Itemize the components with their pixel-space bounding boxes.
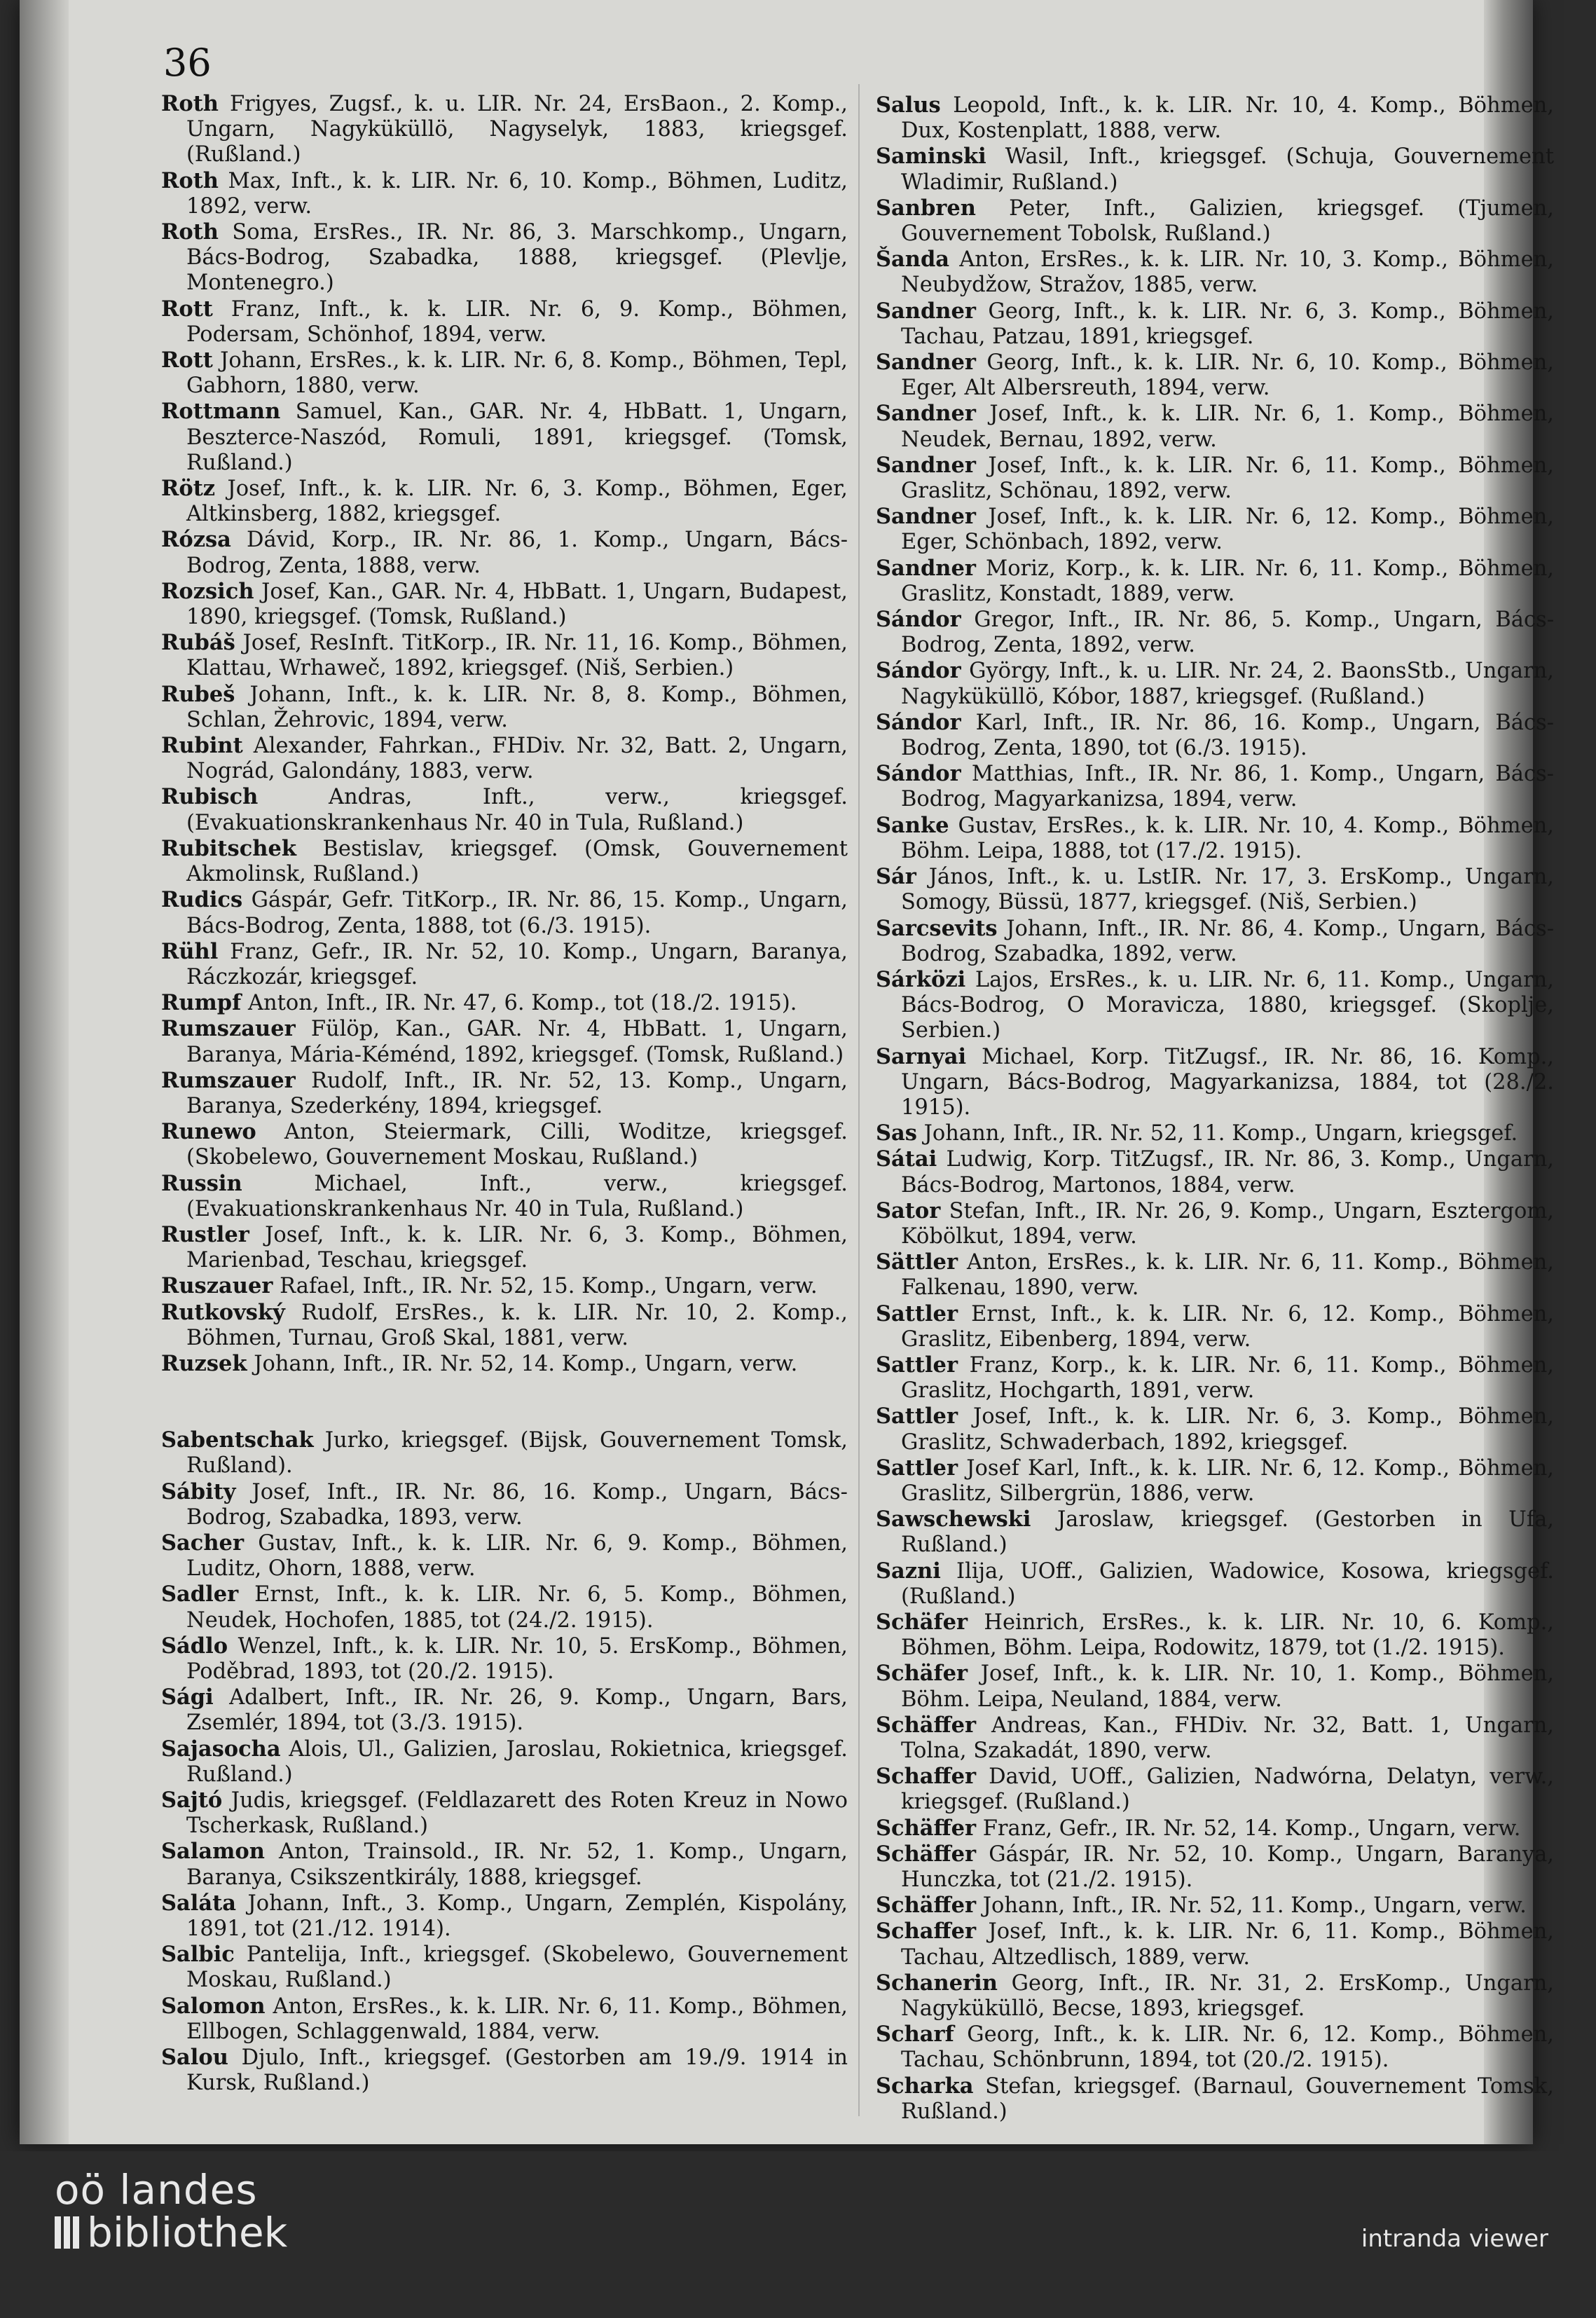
register-entry [876, 1970, 1554, 2022]
entry-details: Josef, Kan., GAR. Nr. 4, HbBatt. 1, Ungarn, Budapest, 1890, kriegsgef. (Tomsk, Rußland.) [186, 579, 848, 630]
entry-details: Franz, Gefr., IR. Nr. 52, 14. Komp., Ungarn, verw. [976, 1816, 1521, 1841]
entry-details: Leopold, Inft., k. k. LIR. Nr. 10, 4. Komp., Böhmen, Dux, Kostenplatt, 1888, verw. [901, 93, 1554, 144]
register-entry [161, 784, 848, 835]
entry-surname: Sajasocha [161, 1736, 281, 1762]
register-entry [876, 1842, 1554, 1893]
entry-surname: Rottmann [161, 399, 281, 425]
entry-surname: Russin [161, 1170, 242, 1196]
entry-details: Peter, Inft., Galizien, kriegsgef. (Tjumen, Gouvernement Tobolsk, Rußland.) [901, 196, 1554, 247]
register-entry [161, 1994, 848, 2045]
logo-line-1: oö landes [55, 2166, 258, 2214]
entry-surname: Schäffer [876, 1893, 977, 1919]
entry-surname: Sági [161, 1685, 214, 1710]
entry-surname: Saminski [876, 144, 986, 170]
register-entry [161, 399, 848, 476]
entry-surname: Rumszauer [161, 1067, 296, 1093]
register-entry [161, 1171, 848, 1222]
entry-surname: Sárközi [876, 966, 966, 992]
entry-details: Pantelija, Inft., kriegsgef. (Skobelewo, Gouvernement Moskau, Rußland.) [186, 1942, 848, 1993]
entry-details: Josef, Inft., k. k. LIR. Nr. 6, 3. Komp., Böhmen, Marienbad, Teschau, kriegsgef. [186, 1222, 848, 1273]
entry-surname: Sattler [876, 1301, 958, 1326]
register-entry [876, 1816, 1554, 1842]
entry-details: Georg, Inft., k. k. LIR. Nr. 6, 12. Komp., Böhmen, Tachau, Schönbrunn, 1894, tot (20./2. 1915). [901, 2022, 1554, 2073]
entry-surname: Sacher [161, 1530, 245, 1556]
entry-surname: Schaffer [876, 1919, 977, 1945]
entry-details: Josef, Inft., k. k. LIR. Nr. 6, 11. Komp., Böhmen, Tachau, Altzedlisch, 1889, verw. [901, 1919, 1554, 1970]
register-entry [161, 1633, 848, 1685]
entry-details: Jaroslaw, kriegsgef. (Gestorben in Ufa, Rußland.) [901, 1507, 1554, 1558]
register-entry [876, 1198, 1554, 1249]
entry-details: Dávid, Korp., IR. Nr. 86, 1. Komp., Ungarn, Bács-Bodrog, Zenta, 1888, verw. [186, 528, 848, 578]
entry-surname: Schaffer [876, 1764, 977, 1790]
register-entry [161, 168, 848, 219]
entry-details: Bestislav, kriegsgef. (Omsk, Gouvernement Akmolinsk, Rußland.) [186, 836, 848, 887]
entry-details: David, UOff., Galizien, Nadwórna, Delatyn, verw., kriegsgef. (Rußland.) [901, 1764, 1554, 1815]
entry-surname: Sajtó [161, 1788, 223, 1813]
register-entry [161, 1427, 848, 1479]
register-entry [161, 1788, 848, 1839]
entry-details: Franz, Gefr., IR. Nr. 52, 10. Komp., Ungarn, Baranya, Ráczkozár, kriegsgef. [186, 939, 848, 989]
entry-surname: Sandner [876, 555, 976, 581]
entry-surname: Sawschewski [876, 1507, 1031, 1532]
entry-details: Frigyes, Zugsf., k. u. LIR. Nr. 24, ErsBaon., 2. Komp., Ungarn, Nagyküküllö, Nagyselyk, 1883, kriegsgef. (Rußland.) [186, 92, 848, 167]
entry-surname: Sabentschak [161, 1427, 314, 1453]
register-entry [161, 887, 848, 938]
register-entry [876, 761, 1554, 812]
entry-details: Josef, Inft., k. k. LIR. Nr. 6, 3. Komp., Böhmen, Graslitz, Schwaderbach, 1892, kriegsgef. [901, 1404, 1554, 1455]
register-entry [161, 1685, 848, 1736]
register-entry [876, 1661, 1554, 1712]
register-entry [161, 2045, 848, 2096]
entry-details: Johann, Inft., 3. Komp., Ungarn, Zemplén, Kispolány, 1891, tot (21./12. 1914). [186, 1891, 848, 1942]
entry-surname: Rubisch [161, 784, 259, 810]
register-entry [161, 1942, 848, 1993]
entry-surname: Roth [161, 219, 219, 245]
register-entry [161, 1736, 848, 1788]
entry-surname: Sadler [161, 1582, 239, 1607]
entry-details: Josef, ResInft. TitKorp., IR. Nr. 11, 16. Komp., Böhmen, Klattau, Wrhaweč, 1892, kriegsgef. (Niš, Serbien.) [186, 631, 848, 681]
entry-details: Heinrich, ErsRes., k. k. LIR. Nr. 10, 6. Komp., Böhmen, Böhm. Leipa, Rodowitz, 1879, tot (1./2. 1915). [901, 1610, 1554, 1661]
register-entry [161, 527, 848, 578]
entry-surname: Rubint [161, 733, 243, 759]
register-entry [876, 1249, 1554, 1301]
entry-details: Gustav, Inft., k. k. LIR. Nr. 6, 9. Komp., Böhmen, Luditz, Ohorn, 1888, verw. [186, 1530, 848, 1582]
entry-surname: Sádlo [161, 1633, 228, 1659]
entry-surname: Saláta [161, 1890, 236, 1916]
entry-details: Stefan, kriegsgef. (Barnaul, Gouvernement Tomsk, Rußland.) [901, 2073, 1554, 2124]
entry-details: Max, Inft., k. k. LIR. Nr. 6, 10. Komp., Böhmen, Luditz, 1892, verw. [186, 168, 848, 219]
register-entry [161, 348, 848, 399]
entry-details: Rudolf, ErsRes., k. k. LIR. Nr. 10, 2. Komp., Böhmen, Turnau, Groß Skal, 1881, verw. [186, 1300, 848, 1350]
entry-surname: Salou [161, 2045, 228, 2071]
register-entry [876, 401, 1554, 452]
entry-surname: Runewo [161, 1119, 256, 1145]
entry-details: Anton, ErsRes., k. k. LIR. Nr. 6, 11. Komp., Böhmen, Falkenau, 1890, verw. [901, 1250, 1554, 1301]
register-entry [876, 1610, 1554, 1661]
entry-details: Johann, Inft., IR. Nr. 52, 11. Komp., Ungarn, verw. [976, 1893, 1527, 1919]
register-entry [161, 219, 848, 296]
entry-details: Josef, Inft., IR. Nr. 86, 16. Komp., Ungarn, Bács-Bodrog, Szabadka, 1893, verw. [186, 1479, 848, 1530]
logo-line-2-text: bibliothek [87, 2209, 288, 2256]
entry-surname: Roth [161, 167, 219, 193]
register-entry [876, 1146, 1554, 1198]
entry-surname: Rott [161, 348, 213, 373]
entry-details: Johann, Inft., IR. Nr. 52, 11. Komp., Ungarn, kriegsgef. [916, 1121, 1518, 1146]
entry-details: Anton, ErsRes., k. k. LIR. Nr. 6, 11. Komp., Böhmen, Ellbogen, Schlaggenwald, 1884, verw. [186, 1994, 848, 2044]
entry-details: Matthias, Inft., IR. Nr. 86, 1. Komp., Ungarn, Bács-Bodrog, Magyarkanizsa, 1894, verw. [901, 762, 1554, 812]
entry-details: Judis, kriegsgef. (Feldlazarett des Roten Kreuz in Nowo Tscherkask, Rußland.) [186, 1788, 848, 1839]
register-entry [876, 1507, 1554, 1558]
register-entry [876, 1893, 1554, 1919]
entry-details: Lajos, ErsRes., k. u. LIR. Nr. 6, 11. Komp., Ungarn, Bács-Bodrog, O Moravicza, 1880, kriegsgef. (Skoplje, Serbien.) [901, 967, 1554, 1043]
register-entry [876, 504, 1554, 555]
register-entry [161, 1273, 848, 1299]
register-entry [161, 733, 848, 784]
entry-details: Franz, Inft., k. k. LIR. Nr. 6, 9. Komp., Böhmen, Podersam, Schönhof, 1894, verw. [186, 296, 848, 347]
entry-surname: Ruszauer [161, 1273, 273, 1299]
entry-surname: Sattler [876, 1404, 958, 1429]
entry-surname: Sandner [876, 298, 976, 324]
register-entry [161, 91, 848, 168]
entry-details: Anton, ErsRes., k. k. LIR. Nr. 10, 3. Komp., Böhmen, Neubydžow, Stražov, 1885, verw. [901, 247, 1554, 298]
entry-surname: Sarnyai [876, 1043, 967, 1069]
register-entry [161, 630, 848, 681]
entry-details: Anton, Trainsold., IR. Nr. 52, 1. Komp., Ungarn, Baranya, Csikszentkirály, 1888, kriegsgef. [186, 1839, 848, 1890]
entry-details: Ernst, Inft., k. k. LIR. Nr. 6, 12. Komp., Böhmen, Graslitz, Eibenberg, 1894, verw. [901, 1301, 1554, 1352]
entry-surname: Rott [161, 296, 213, 322]
register-entry [161, 1222, 848, 1273]
entry-surname: Rubáš [161, 630, 235, 656]
register-entry [876, 1301, 1554, 1352]
entry-surname: Sazni [876, 1558, 941, 1584]
entry-details: Fülöp, Kan., GAR. Nr. 4, HbBatt. 1, Ungarn, Baranya, Mária-Kéménd, 1892, kriegsgef. (Tomsk, Rußland.) [186, 1017, 848, 1067]
right-column [876, 92, 1554, 2125]
entry-details: Georg, Inft., IR. Nr. 31, 2. ErsKomp., Ungarn, Nagyküküllö, Becse, 1893, kriegsgef. [901, 1970, 1554, 2022]
library-logo[interactable] [55, 2166, 288, 2256]
register-entry [876, 710, 1554, 761]
entry-surname: Salamon [161, 1839, 265, 1865]
entry-details: Moriz, Korp., k. k. LIR. Nr. 6, 11. Komp., Böhmen, Graslitz, Konstadt, 1889, verw. [901, 556, 1554, 606]
entry-details: Wasil, Inft., kriegsgef. (Schuja, Gouvernement Wladimir, Rußland.) [901, 144, 1554, 195]
entry-details: Josef, Inft., k. k. LIR. Nr. 6, 1. Komp., Böhmen, Neudek, Bernau, 1892, verw. [901, 402, 1554, 452]
entry-details: György, Inft., k. u. LIR. Nr. 24, 2. BaonsStb., Ungarn, Nagyküküllö, Kóbor, 1887, kriegsgef. (Rußland.) [901, 659, 1554, 709]
entry-surname: Sas [876, 1120, 917, 1146]
logo-line-2 [55, 2211, 287, 2254]
entry-surname: Rutkovský [161, 1299, 285, 1325]
entry-surname: Schanerin [876, 1970, 998, 1996]
register-entry [161, 682, 848, 733]
entry-surname: Schäffer [876, 1841, 977, 1867]
entry-surname: Schäfer [876, 1609, 968, 1635]
entry-details: Michael, Korp. TitZugsf., IR. Nr. 86, 16. Komp., Ungarn, Bács-Bodrog, Magyarkanizsa, 1884, tot (28./2. 1915). [901, 1044, 1554, 1120]
register-entry [161, 476, 848, 527]
register-entry [161, 1016, 848, 1067]
entry-details: Josef, Inft., k. k. LIR. Nr. 6, 12. Komp., Böhmen, Eger, Schönbach, 1892, verw. [901, 505, 1554, 555]
register-entry [876, 2022, 1554, 2073]
register-entry [876, 916, 1554, 967]
viewer-brand-label[interactable]: intranda viewer [1361, 2225, 1548, 2253]
entry-details: Johann, ErsRes., k. k. LIR. Nr. 6, 8. Komp., Böhmen, Tepl, Gabhorn, 1880, verw. [186, 348, 848, 399]
entry-details: Michael, Inft., verw., kriegsgef. (Evakuationskrankenhaus Nr. 40 in Tula, Rußland.) [186, 1171, 848, 1221]
entry-details: Jurko, kriegsgef. (Bijsk, Gouvernement Tomsk, Rußland). [186, 1428, 848, 1479]
entry-surname: Rustler [161, 1221, 249, 1247]
entry-details: Alexander, Fahrkan., FHDiv. Nr. 32, Batt. 2, Ungarn, Nográd, Galondány, 1883, verw. [186, 734, 848, 784]
entry-details: Rudolf, Inft., IR. Nr. 52, 13. Komp., Ungarn, Baranya, Szederkény, 1894, kriegsgef. [186, 1068, 848, 1118]
entry-surname: Rumszauer [161, 1016, 296, 1042]
entry-surname: Sanke [876, 812, 949, 838]
register-entry [876, 2073, 1554, 2125]
entry-surname: Sator [876, 1198, 941, 1223]
entry-details: Stefan, Inft., IR. Nr. 26, 9. Komp., Ungarn, Esztergom, Köbölkut, 1894, verw. [901, 1198, 1554, 1249]
entry-details: Samuel, Kan., GAR. Nr. 4, HbBatt. 1, Ungarn, Beszterce-Naszód, Romuli, 1891, kriegsgef. (Tomsk, Rußland.) [186, 399, 848, 475]
register-entry [161, 1300, 848, 1351]
entry-details: Johann, Inft., IR. Nr. 86, 4. Komp., Ungarn, Bács-Bodrog, Szabadka, 1892, verw. [901, 916, 1554, 966]
entry-surname: Roth [161, 91, 219, 116]
entry-surname: Scharf [876, 2022, 954, 2048]
entry-details: Josef, Inft., k. k. LIR. Nr. 6, 3. Komp., Böhmen, Eger, Altkinsberg, 1882, kriegsgef. [186, 476, 848, 527]
entry-surname: Sátai [876, 1146, 937, 1172]
register-entry [161, 836, 848, 887]
register-entry [161, 1530, 848, 1582]
entry-details: Alois, Ul., Galizien, Jaroslau, Rokietnica, kriegsgef. Rußland.) [186, 1736, 848, 1787]
register-entry [876, 813, 1554, 864]
register-entry [876, 247, 1554, 298]
register-entry [161, 1068, 848, 1119]
register-entry [876, 1120, 1554, 1146]
entry-surname: Rubitschek [161, 835, 296, 861]
entry-details: Djulo, Inft., kriegsgef. (Gestorben am 19./9. 1914 in Kursk, Rußland.) [186, 2045, 848, 2096]
entry-details: Gáspár, Gefr. TitKorp., IR. Nr. 86, 15. Komp., Ungarn, Bács-Bodrog, Zenta, 1888, tot (6./3. 1915). [186, 888, 848, 938]
entry-surname: Sándor [876, 607, 961, 633]
entry-surname: Schäffer [876, 1712, 977, 1738]
entry-details: Anton, Steiermark, Cilli, Woditze, kriegsgef. (Skobelewo, Gouvernement Moskau, Rußland.) [186, 1120, 848, 1170]
register-entry [876, 1352, 1554, 1404]
entry-details: Georg, Inft., k. k. LIR. Nr. 6, 10. Komp., Böhmen, Eger, Alt Albersreuth, 1894, verw. [901, 350, 1554, 401]
entry-surname: Rózsa [161, 527, 231, 553]
register-entry [876, 92, 1554, 144]
register-entry [876, 1404, 1554, 1455]
entry-details: Johann, Inft., k. k. LIR. Nr. 8, 8. Komp., Böhmen, Schlan, Žehrovic, 1894, verw. [186, 682, 848, 732]
entry-surname: Salomon [161, 1993, 266, 2019]
entry-details: Johann, Inft., IR. Nr. 52, 14. Komp., Ungarn, verw. [247, 1351, 798, 1376]
register-entry [876, 1764, 1554, 1815]
register-entry [161, 939, 848, 990]
register-entry [876, 453, 1554, 504]
entry-surname: Rozsich [161, 578, 254, 604]
entry-surname: Scharka [876, 2073, 974, 2099]
register-entry [876, 196, 1554, 247]
entry-details: Andreas, Kan., FHDiv. Nr. 32, Batt. 1, Ungarn, Tolna, Szakadát, 1890, verw. [901, 1713, 1554, 1763]
entry-details: Andras, Inft., verw., kriegsgef. (Evakuationskrankenhaus Nr. 40 in Tula, Rußland.) [186, 785, 848, 835]
register-entry [876, 299, 1554, 350]
entry-surname: Sandner [876, 504, 976, 530]
entry-details: Gustav, ErsRes., k. k. LIR. Nr. 10, 4. Komp., Böhmen, Böhm. Leipa, 1888, tot (17./2. 1915). [901, 813, 1554, 863]
register-entry [876, 1713, 1554, 1764]
entry-details: Soma, ErsRes., IR. Nr. 86, 3. Marschkomp., Ungarn, Bács-Bodrog, Szabadka, 1888, kriegsgef. (Plevlje, Montenegro.) [186, 220, 848, 296]
entry-surname: Rühl [161, 938, 219, 964]
left-column [161, 91, 848, 2096]
register-entry [161, 1891, 848, 1942]
entry-surname: Sár [876, 864, 916, 890]
register-entry [876, 1044, 1554, 1121]
page-number: 36 [163, 41, 212, 85]
entry-details: Gáspár, IR. Nr. 52, 10. Komp., Ungarn, Baranya, Hunczka, tot (21./2. 1915). [901, 1842, 1554, 1893]
entry-surname: Schäffer [876, 1815, 977, 1841]
register-entry [876, 607, 1554, 658]
register-entry [876, 864, 1554, 915]
register-entry [161, 1351, 848, 1377]
entry-surname: Sandner [876, 350, 976, 376]
register-entry [876, 556, 1554, 607]
entry-details: Josef, Inft., k. k. LIR. Nr. 10, 1. Komp., Böhmen, Böhm. Leipa, Neuland, 1884, verw. [901, 1661, 1554, 1712]
entry-surname: Rudics [161, 887, 243, 913]
entry-surname: Sábity [161, 1479, 236, 1504]
entry-surname: Sattler [876, 1455, 958, 1481]
entry-surname: Schäfer [876, 1661, 968, 1687]
entry-surname: Rubeš [161, 681, 235, 707]
register-entry [876, 1919, 1554, 1970]
entry-surname: Salus [876, 92, 941, 118]
entry-surname: Sandner [876, 401, 976, 427]
logo-bars-icon [55, 2216, 80, 2249]
entry-surname: Sattler [876, 1352, 958, 1378]
entry-surname: Rötz [161, 476, 216, 502]
entry-surname: Sándor [876, 658, 961, 684]
entry-details: Ernst, Inft., k. k. LIR. Nr. 6, 5. Komp., Böhmen, Neudek, Hochofen, 1885, tot (24./2. 1915). [186, 1582, 848, 1633]
register-entry [876, 967, 1554, 1044]
entry-details: Karl, Inft., IR. Nr. 86, 16. Komp., Ungarn, Bács-Bodrog, Zenta, 1890, tot (6./3. 1915). [901, 710, 1554, 761]
register-entry [876, 144, 1554, 195]
entry-details: Ilija, UOff., Galizien, Wadowice, Kosowa, kriegsgef. (Rußland.) [901, 1558, 1554, 1609]
section-gap [161, 1377, 848, 1427]
register-entry [161, 1839, 848, 1890]
column-divider [858, 84, 860, 2116]
entry-details: Adalbert, Inft., IR. Nr. 26, 9. Komp., Ungarn, Bars, Zsemlér, 1894, tot (3./3. 1915). [186, 1685, 848, 1736]
register-entry [161, 1582, 848, 1633]
entry-details: Wenzel, Inft., k. k. LIR. Nr. 10, 5. ErsKomp., Böhmen, Poděbrad, 1893, tot (20./2. 1915). [186, 1633, 848, 1684]
entry-details: Gregor, Inft., IR. Nr. 86, 5. Komp., Ungarn, Bács-Bodrog, Zenta, 1892, verw. [901, 608, 1554, 658]
register-entry [876, 350, 1554, 401]
entry-details: Rafael, Inft., IR. Nr. 52, 15. Komp., Ungarn, verw. [273, 1274, 818, 1299]
entry-surname: Sarcsevits [876, 915, 998, 941]
entry-details: Anton, Inft., IR. Nr. 47, 6. Komp., tot (18./2. 1915). [241, 991, 797, 1016]
entry-surname: Ruzsek [161, 1350, 247, 1376]
entry-surname: Sándor [876, 709, 961, 735]
entry-surname: Šanda [876, 247, 950, 273]
register-entry [876, 1558, 1554, 1610]
entry-surname: Sandner [876, 452, 976, 478]
entry-details: Josef, Inft., k. k. LIR. Nr. 6, 11. Komp., Böhmen, Graslitz, Schönau, 1892, verw. [901, 453, 1554, 504]
entry-surname: Salbic [161, 1942, 235, 1968]
register-entry [161, 1479, 848, 1530]
register-entry [161, 1119, 848, 1170]
entry-details: Franz, Korp., k. k. LIR. Nr. 6, 11. Komp., Böhmen, Graslitz, Hochgarth, 1891, verw. [901, 1352, 1554, 1404]
register-entry [876, 1455, 1554, 1507]
entry-surname: Rumpf [161, 990, 242, 1016]
entry-details: Ludwig, Korp. TitZugsf., IR. Nr. 86, 3. Komp., Ungarn, Bács-Bodrog, Martonos, 1884, verw. [901, 1147, 1554, 1198]
entry-surname: Sättler [876, 1249, 958, 1275]
register-entry [161, 990, 848, 1016]
entry-surname: Sándor [876, 761, 961, 787]
entry-details: János, Inft., k. u. LstIR. Nr. 17, 3. ErsKomp., Ungarn, Somogy, Büssü, 1877, kriegsgef. (Niš, Serbien.) [901, 865, 1554, 915]
register-entry [161, 579, 848, 630]
scanned-page [20, 0, 1554, 2144]
register-entry [876, 658, 1554, 709]
entry-details: Josef Karl, Inft., k. k. LIR. Nr. 6, 12. Komp., Böhmen, Graslitz, Silbergrün, 1886, verw. [901, 1455, 1554, 1506]
register-entry [161, 296, 848, 348]
entry-surname: Sanbren [876, 195, 976, 221]
entry-details: Georg, Inft., k. k. LIR. Nr. 6, 3. Komp., Böhmen, Tachau, Patzau, 1891, kriegsgef. [901, 299, 1554, 349]
